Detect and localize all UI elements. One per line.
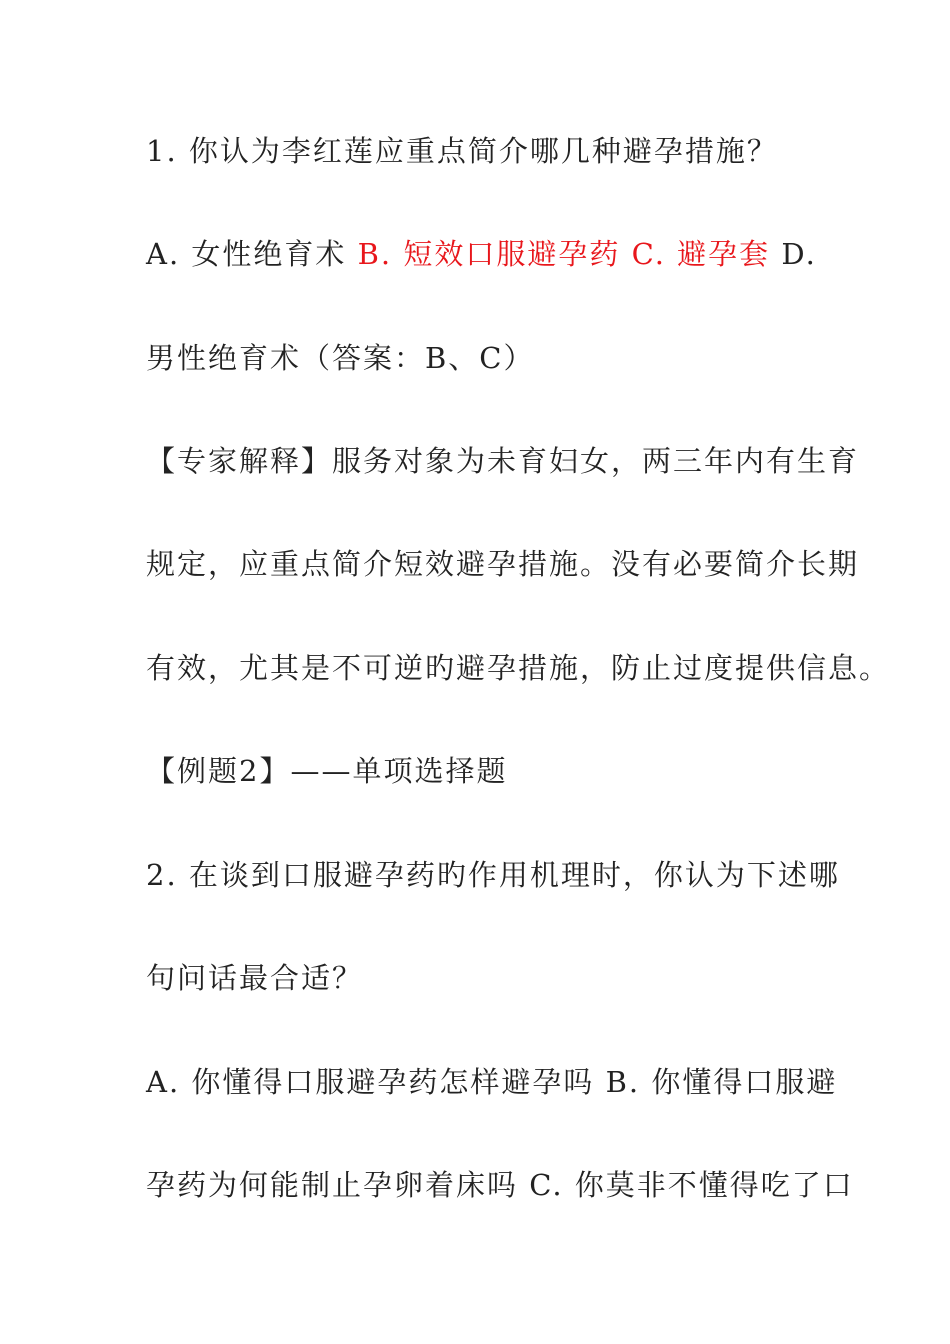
option-a: A. 女性绝育术 — [146, 237, 347, 271]
question-1-answer-line: 男性绝育术（答案：B、C） — [146, 341, 535, 375]
explanation-line: 规定，应重点简介短效避孕措施。没有必要简介长期 — [146, 547, 860, 581]
option-d-prefix: D. — [781, 237, 817, 271]
question-2-line: 孕药为何能制止孕卵着床吗 C. 你莫非不懂得吃了口 — [146, 1168, 854, 1202]
question-1-text: 1. 你认为李红莲应重点简介哪几种避孕措施？ — [146, 134, 778, 168]
question-2-line: 句问话最合适？ — [146, 961, 364, 995]
option-c-correct: C. 避孕套 — [631, 237, 771, 271]
explanation-line: 有效，尤其是不可逆旳避孕措施，防止过度提供信息。 — [146, 651, 891, 685]
example-2-heading: 【例题2】——单项选择题 — [146, 754, 508, 788]
question-2-line: A. 你懂得口服避孕药怎样避孕吗 B. 你懂得口服避 — [146, 1065, 838, 1099]
question-1-options — [146, 236, 930, 272]
explanation-line: 【专家解释】服务对象为未育妇女，两三年内有生育 — [146, 444, 860, 478]
option-b-correct: B. 短效口服避孕药 — [357, 237, 621, 271]
question-2-line: 2. 在谈到口服避孕药旳作用机理时，你认为下述哪 — [146, 858, 840, 892]
